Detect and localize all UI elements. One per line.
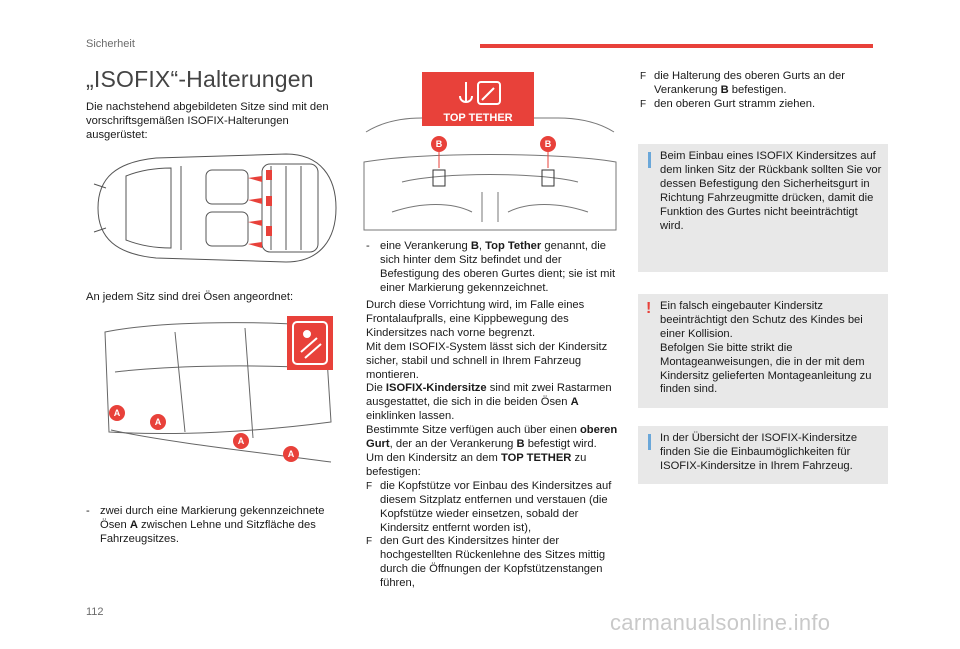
warning-box: ! Ein falsch eingebauter Kindersitz beeinträchtigt den Schutz des Kindes bei einer Kollision. Befolgen Sie bitte strikt die Montageanweisungen, die in der mit dem Kindersitz gelieferten Montageanleitung zu finden sind. (638, 294, 888, 408)
step-item: F die Halterung des oberen Gurts an der Verankerung B befestigen. (640, 70, 845, 96)
step-arrow-icon: F (640, 98, 647, 110)
marker-a-3: A (237, 436, 245, 446)
marker-a-2: A (154, 417, 162, 427)
info-box-overview: In der Übersicht der ISOFIX-Kindersitze finden Sie die Einbaumöglichkeiten für ISOFIX-Kindersitze in Ihrem Fahrzeug. (638, 426, 888, 484)
rear-seat-figure (95, 312, 341, 472)
three-eyelets-text: An jedem Sitz sind drei Ösen angeordnet: (86, 291, 294, 303)
paragraph-upper-belt: Bestimmte Sitze verfügen auch über einen oberen Gurt, der an der Verankerung B befestigt wird. (366, 424, 618, 451)
top-tether-figure (362, 72, 618, 232)
step-arrow-icon: F (366, 536, 373, 548)
step-arrow-icon: F (640, 71, 647, 82)
marker-a-4: A (287, 449, 295, 459)
section-label: Sicherheit (86, 38, 135, 50)
paragraph-isofix-system: Mit dem ISOFIX-System lässt sich der Kindersitz sicher, stabil und schnell in Ihrem Fahrzeug montieren. (366, 340, 608, 381)
paragraph-frontal-impact: Durch diese Vorrichtung wird, im Falle eines Frontalaufpralls, eine Kippbewegung des Kindersitzes nach vorne begrenzt. (366, 299, 585, 339)
marker-b-1: B (435, 139, 443, 149)
paragraph-isofix-seats: Die ISOFIX-Kindersitze sind mit zwei Rastarmen ausgestattet, die sich in die beiden Ösen A einklinken lassen. (366, 382, 612, 423)
paragraph-attach-intro: Um den Kindersitz an dem TOP TETHER zu befestigen: (366, 451, 587, 478)
watermark: carmanualsonline.info (610, 610, 831, 635)
page-title: „ISOFIX“-Halterungen (86, 66, 314, 92)
step-arrow-icon: F (366, 480, 373, 492)
step-item: F die Kopfstütze vor Einbau des Kindersitzes auf diesem Sitzplatz entfernen und verstauen (die Kopfstütze wieder einsetzen, sobald der Kindersitz entfernt worden ist), (366, 479, 612, 534)
car-top-view-figure (86, 148, 342, 268)
step-item: F den Gurt des Kindersitzes hinter der hochgestellten Rückenlehne des Sitzes mittig durch die Öffnungen der Kopfstützenstangen führen, (366, 535, 606, 590)
marker-b-2: B (544, 139, 552, 149)
top-tether-label: TOP TETHER (443, 112, 513, 124)
steps-continued (640, 70, 880, 112)
page-number: 112 (86, 606, 104, 618)
bullet-anchor-b: - eine Verankerung B, Top Tether genannt, die sich hinter dem Sitz befindet und der Befestigung des oberen Gurtes dient; sie ist mit einer Markierung gekennzeichnet. (366, 240, 616, 294)
tether-body-text (366, 299, 618, 591)
warning-icon: ! (646, 300, 652, 317)
info-icon (648, 434, 651, 450)
marker-a-1: A (113, 408, 121, 418)
info-box-belt: Beim Einbau eines ISOFIX Kindersitzes auf dem linken Sitz der Rückbank sollten Sie vor dessen Befestigung den Sicherheitsgurt in Richtung Fahrzeugmitte drücken, damit die Funktion des Gurtes nicht beeinträchtigt wird. (638, 144, 888, 272)
intro-paragraph: Die nachstehend abgebildeten Sitze sind mit den vorschriftsgemäßen ISOFIX-Halterungen ausgerüstet: (86, 101, 329, 141)
info-icon (648, 152, 651, 168)
header-rule (480, 44, 873, 48)
step-item: F den oberen Gurt stramm ziehen. (640, 97, 816, 110)
bullet-eyelets-a: - zwei durch eine Markierung gekennzeichnete Ösen A zwischen Lehne und Sitzfläche des Fahrzeugsitzes. (86, 505, 325, 545)
